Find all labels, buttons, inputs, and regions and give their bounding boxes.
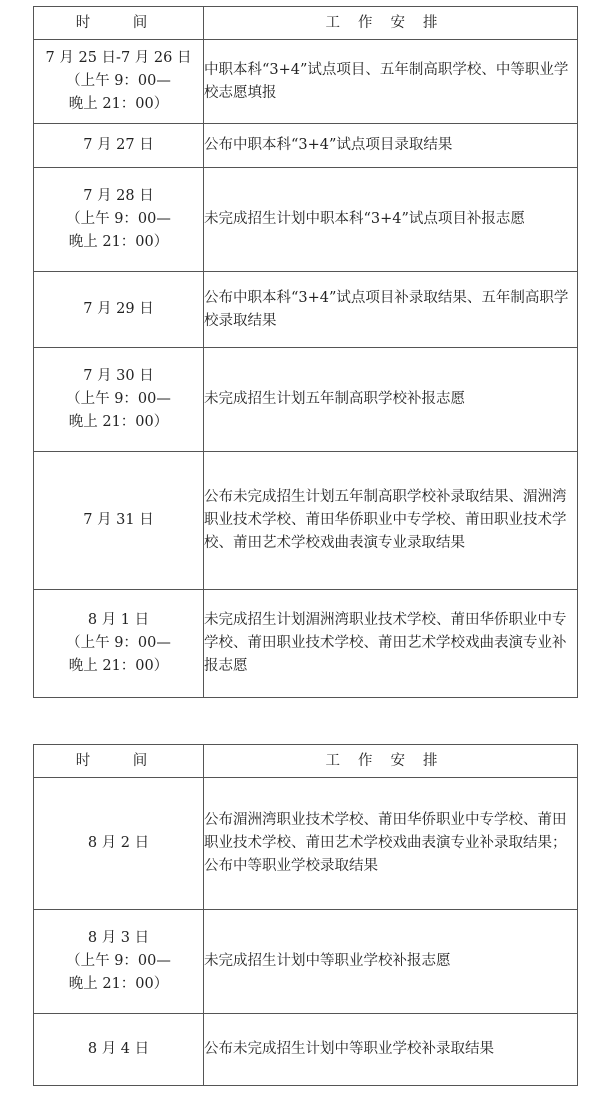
row-time: 7 月 27 日	[34, 124, 204, 168]
row-time: 7 月 25 日-7 月 26 日 （上午 9：00— 晚上 21：00）	[34, 40, 204, 124]
row-task: 公布未完成招生计划中等职业学校补录取结果	[204, 1014, 578, 1086]
row-task: 中职本科“3+4”试点项目、五年制高职学校、中等职业学校志愿填报	[204, 40, 578, 124]
header-task: 工作安排	[204, 745, 578, 778]
schedule-table-1	[33, 6, 578, 698]
table-row	[34, 590, 578, 698]
row-task: 公布中职本科“3+4”试点项目补录取结果、五年制高职学校录取结果	[204, 272, 578, 348]
row-task: 未完成招生计划中职本科“3+4”试点项目补报志愿	[204, 168, 578, 272]
table-row	[34, 124, 578, 168]
table-row	[34, 168, 578, 272]
header-row	[34, 7, 578, 40]
header-task: 工作安排	[204, 7, 578, 40]
table-row	[34, 910, 578, 1014]
table-row	[34, 272, 578, 348]
row-time: 8 月 3 日 （上午 9：00— 晚上 21：00）	[34, 910, 204, 1014]
row-time: 7 月 31 日	[34, 452, 204, 590]
row-task: 未完成招生计划中等职业学校补报志愿	[204, 910, 578, 1014]
table-row	[34, 778, 578, 910]
row-task: 公布中职本科“3+4”试点项目录取结果	[204, 124, 578, 168]
table-row	[34, 348, 578, 452]
row-time: 7 月 28 日 （上午 9：00— 晚上 21：00）	[34, 168, 204, 272]
row-time: 7 月 29 日	[34, 272, 204, 348]
row-task: 公布湄洲湾职业技术学校、莆田华侨职业中专学校、莆田职业技术学校、莆田艺术学校戏曲表演专业补录取结果；公布中等职业学校录取结果	[204, 778, 578, 910]
header-time: 时 间	[34, 745, 204, 778]
row-time: 8 月 4 日	[34, 1014, 204, 1086]
header-time: 时 间	[34, 7, 204, 40]
header-row	[34, 745, 578, 778]
schedule-table-2	[33, 744, 578, 1086]
row-time: 7 月 30 日 （上午 9：00— 晚上 21：00）	[34, 348, 204, 452]
row-task: 未完成招生计划湄洲湾职业技术学校、莆田华侨职业中专学校、莆田职业技术学校、莆田艺术学校戏曲表演专业补报志愿	[204, 590, 578, 698]
row-time: 8 月 2 日	[34, 778, 204, 910]
table-row	[34, 1014, 578, 1086]
row-task: 公布未完成招生计划五年制高职学校补录取结果、湄洲湾职业技术学校、莆田华侨职业中专学校、莆田职业技术学校、莆田艺术学校戏曲表演专业录取结果	[204, 452, 578, 590]
row-task: 未完成招生计划五年制高职学校补报志愿	[204, 348, 578, 452]
table-row	[34, 40, 578, 124]
table-row	[34, 452, 578, 590]
row-time: 8 月 1 日 （上午 9：00— 晚上 21：00）	[34, 590, 204, 698]
